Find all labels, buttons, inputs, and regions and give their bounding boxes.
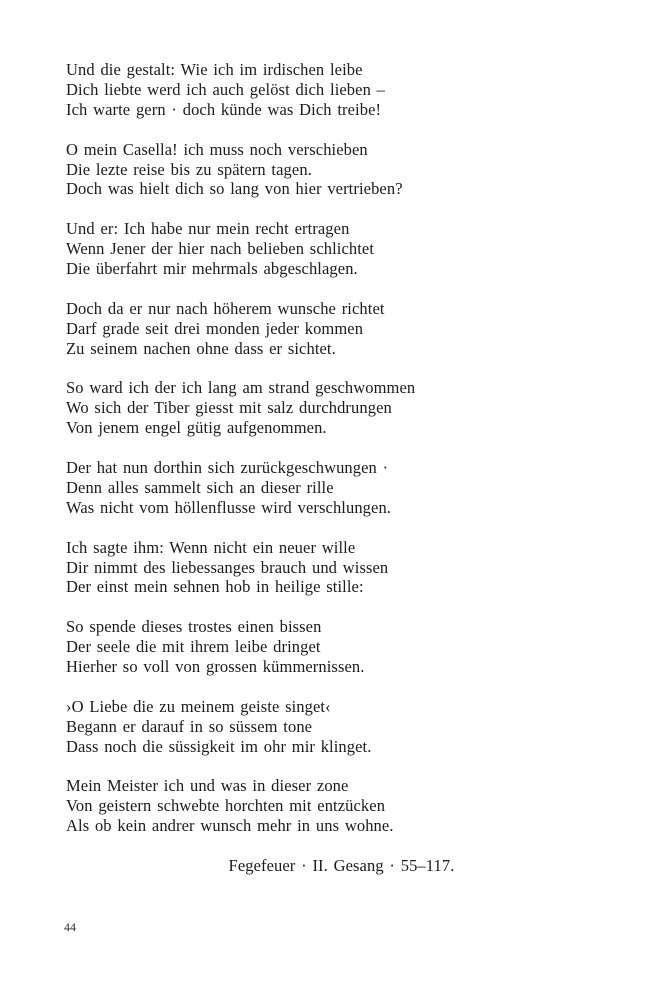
poem-line: Als ob kein andrer wunsch mehr in uns wohne.: [66, 816, 394, 836]
poem-line: So spende dieses trostes einen bissen: [66, 617, 322, 637]
poem-line: Wo sich der Tiber giesst mit salz durchdrungen: [66, 398, 392, 418]
poem-line: Von jenem engel gütig aufgenommen.: [66, 418, 327, 438]
poem-line: ›O Liebe die zu meinem geiste singet‹: [66, 696, 331, 716]
poem-line: Darf grade seit drei monden jeder kommen: [66, 318, 364, 338]
poem-line: Der hat nun dorthin sich zurückgeschwungen ·: [66, 458, 389, 478]
stanza-4: [66, 299, 617, 359]
poem-line: Hierher so voll von grossen kümmernissen.: [66, 657, 365, 677]
stanza-1: [66, 60, 617, 120]
poem-line: Und er: Ich habe nur mein recht ertragen: [66, 219, 350, 239]
poem-line: Was nicht vom höllenflusse wird verschlungen.: [66, 497, 392, 517]
poem-line: Mein Meister ich und was in dieser zone: [66, 776, 349, 796]
poem-line: Dass noch die süssigkeit im ohr mir klinget.: [66, 736, 372, 756]
poem-line: Zu seinem nachen ohne dass er sichtet.: [66, 338, 336, 358]
stanza-6: [66, 458, 617, 518]
poem-line: Die lezte reise bis zu spätern tagen.: [66, 159, 312, 179]
poem-line: Begann er darauf in so süssem tone: [66, 716, 313, 736]
poem-line: Doch da er nur nach höherem wunsche richtet: [66, 298, 385, 318]
poem-line: Doch was hielt dich so lang von hier vertrieben?: [66, 179, 403, 199]
poem-line: Wenn Jener der hier nach belieben schlichtet: [66, 239, 375, 259]
stanza-3: [66, 219, 617, 279]
poem-body: [66, 60, 617, 876]
poem-line: Der seele die mit ihrem leibe dringet: [66, 637, 321, 657]
poem-line: Ich warte gern · doch künde was Dich treibe!: [66, 99, 382, 119]
poem-line: Die überfahrt mir mehrmals abgeschlagen.: [66, 259, 358, 279]
poem-line: So ward ich der ich lang am strand geschwommen: [66, 378, 416, 398]
poem-line: Ich sagte ihm: Wenn nicht ein neuer wille: [66, 537, 356, 557]
poem-line: Denn alles sammelt sich an dieser rille: [66, 477, 334, 497]
canto-caption: Fegefeuer · II. Gesang · 55–117.: [228, 856, 455, 876]
stanza-8: [66, 617, 617, 677]
poem-line: Dich liebte werd ich auch gelöst dich lieben –: [66, 79, 385, 99]
poem-line: Und die gestalt: Wie ich im irdischen leibe: [66, 60, 363, 79]
poem-line: Von geistern schwebte horchten mit entzücken: [66, 796, 386, 816]
stanza-9: [66, 697, 617, 757]
poem-line: O mein Casella! ich muss noch verschieben: [66, 139, 368, 159]
poem-line: Dir nimmt des liebessanges brauch und wissen: [66, 557, 389, 577]
stanza-7: [66, 538, 617, 598]
page-number: 44: [64, 920, 76, 934]
stanza-10: [66, 776, 617, 836]
stanza-2: [66, 140, 617, 200]
stanza-5: [66, 378, 617, 438]
poem-line: Der einst mein sehnen hob in heilige stille:: [66, 577, 364, 597]
